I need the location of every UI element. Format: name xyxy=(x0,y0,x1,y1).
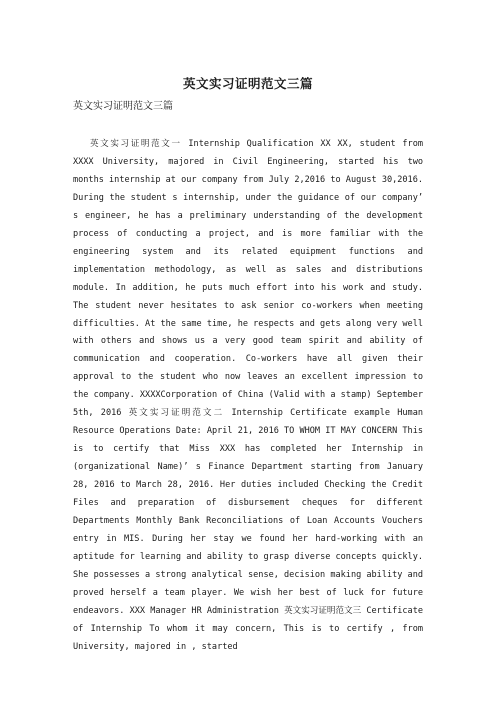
document-title: 英文实习证明范文三篇 xyxy=(182,76,313,91)
document-body-paragraph: 英文实习证明范文一 Internship Qualification XX XX, student from XXXX University, majored in Civil Engineering, started his two months internship at our company from July 2,2016 to August 30,2016. During the student s internship, under the guidance of our company’ s engineer, he has a preliminary understanding of the development process of conducting a project, and is more familiar with the engineering system and its related equipment functions and implementation methodology, as well as sales and distributions module. In addition, he puts much effort into his work and study. The student never hesitates to ask senior co-workers when meeting difficulties. At the same time, he respects and gets along very well with others and shows us a very good team spirit and ability of communication and cooperation. Co-workers have all given their approval to the student who now leaves an excellent impression to the company. XXXXCorporation of China (Valid with a stamp) September 5th, 2016 英文实习证明范文二 Internship Certificate example Human Resource Operations Date: April 21, 2016 TO WHOM IT MAY CONCERN This is to certify that Miss XXX has completed her Internship in (organizational Name)’ s Finance Department starting from January 28, 2016 to March 28, 2016. Her duties included Checking the Credit Files and preparation of disbursement cheques for different Departments Monthly Bank Reconciliations of Loan Accounts Vouchers entry in MIS. During her stay we found her hard-working with an aptitude for learning and ability to grasp diverse concepts quickly. She possesses a strong analytical sense, decision making ability and proved herself a team player. We wish her best of luck for future endeavors. XXX Manager HR Administration 英文实习证明范文三 Certificate of Internship To whom it may concern, This is to certify , from University, majored in , started xyxy=(73,139,423,652)
document-subtitle: 英文实习证明范文三篇 xyxy=(73,101,173,112)
